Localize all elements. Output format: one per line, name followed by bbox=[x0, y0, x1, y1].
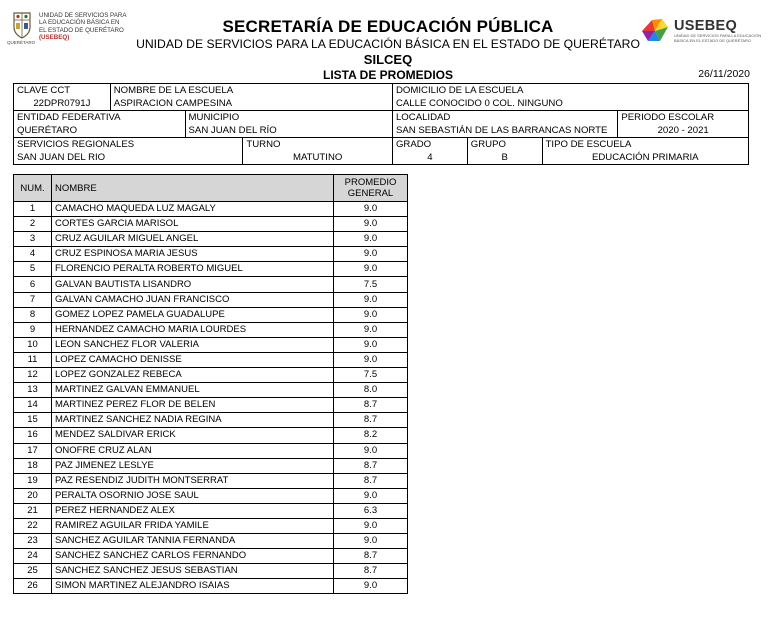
student-number: 22 bbox=[14, 518, 52, 533]
name-column-header: NOMBRE bbox=[52, 175, 334, 202]
table-row bbox=[14, 443, 408, 458]
usebeq-colorful-logo-icon bbox=[640, 17, 670, 43]
municipality-label: MUNICIPIO bbox=[188, 112, 240, 123]
group-label: GRUPO bbox=[470, 139, 506, 150]
student-name: SANCHEZ AGUILAR TANNIA FERNANDA bbox=[52, 534, 334, 549]
table-row bbox=[14, 413, 408, 428]
group-value: B bbox=[501, 152, 508, 163]
student-name: LEON SANCHEZ FLOR VALERIA bbox=[52, 337, 334, 352]
student-number: 16 bbox=[14, 428, 52, 443]
num-column-header: NUM. bbox=[14, 175, 52, 202]
brand-name: USEBEQ bbox=[674, 18, 738, 34]
student-number: 14 bbox=[14, 398, 52, 413]
municipality-cell bbox=[185, 111, 392, 137]
student-name: MARTINEZ SANCHEZ NADIA REGINA bbox=[52, 413, 334, 428]
table-row bbox=[14, 247, 408, 262]
emblem-caption: QUERÉTARO bbox=[7, 40, 36, 45]
locality-label: LOCALIDAD bbox=[395, 112, 451, 123]
student-average: 8.0 bbox=[334, 383, 408, 398]
student-average: 8.7 bbox=[334, 564, 408, 579]
info-row bbox=[14, 137, 748, 164]
table-row bbox=[14, 352, 408, 367]
state-label: ENTIDAD FEDERATIVA bbox=[17, 112, 121, 123]
student-name: GALVAN BAUTISTA LISANDRO bbox=[52, 277, 334, 292]
student-name: MARTINEZ PEREZ FLOR DE BELEN bbox=[52, 398, 334, 413]
grade-cell bbox=[392, 138, 467, 164]
student-number: 8 bbox=[14, 307, 52, 322]
table-row bbox=[14, 428, 408, 443]
table-row bbox=[14, 549, 408, 564]
school-name-label: NOMBRE DE LA ESCUELA bbox=[113, 85, 234, 96]
student-average: 9.0 bbox=[334, 337, 408, 352]
student-name: HERNANDEZ CAMACHO MARIA LOURDES bbox=[52, 322, 334, 337]
org-line: UNIDAD DE SERVICIOS PARA bbox=[39, 12, 127, 19]
table-row bbox=[14, 337, 408, 352]
student-number: 23 bbox=[14, 534, 52, 549]
student-number: 3 bbox=[14, 232, 52, 247]
student-name: GOMEZ LOPEZ PAMELA GUADALUPE bbox=[52, 307, 334, 322]
shift-cell bbox=[242, 138, 392, 164]
report-date: 26/11/2020 bbox=[698, 68, 750, 80]
regional-services-value: SAN JUAN DEL RIO bbox=[17, 152, 106, 163]
grades-table-body bbox=[14, 202, 408, 594]
student-name: CORTES GARCIA MARISOL bbox=[52, 217, 334, 232]
address-label: DOMICILIO DE LA ESCUELA bbox=[395, 85, 524, 96]
table-row bbox=[14, 368, 408, 383]
student-average: 9.0 bbox=[334, 247, 408, 262]
table-row bbox=[14, 262, 408, 277]
school-type-cell bbox=[542, 138, 748, 164]
document-subtitle: UNIDAD DE SERVICIOS PARA LA EDUCACIÓN BÁSICA EN EL ESTADO DE QUERÉTARO bbox=[136, 37, 640, 51]
school-type-value: EDUCACIÓN PRIMARIA bbox=[591, 152, 699, 163]
student-number: 20 bbox=[14, 488, 52, 503]
school-name-value: ASPIRACION CAMPESINA bbox=[113, 98, 233, 109]
system-name: SILCEQ bbox=[363, 52, 413, 67]
state-cell bbox=[14, 111, 185, 137]
student-number: 11 bbox=[14, 352, 52, 367]
table-row bbox=[14, 202, 408, 217]
student-average: 8.7 bbox=[334, 473, 408, 488]
regional-services-label: SERVICIOS REGIONALES bbox=[17, 139, 135, 150]
table-row bbox=[14, 232, 408, 247]
student-name: GALVAN CAMACHO JUAN FRANCISCO bbox=[52, 292, 334, 307]
student-average: 7.5 bbox=[334, 368, 408, 383]
student-name: PAZ JIMENEZ LESLYE bbox=[52, 458, 334, 473]
school-period-value: 2020 - 2021 bbox=[657, 125, 709, 136]
student-name: CRUZ AGUILAR MIGUEL ANGEL bbox=[52, 232, 334, 247]
student-number: 13 bbox=[14, 383, 52, 398]
student-name: ONOFRE CRUZ ALAN bbox=[52, 443, 334, 458]
list-title: LISTA DE PROMEDIOS bbox=[322, 68, 453, 82]
student-average: 9.0 bbox=[334, 292, 408, 307]
school-period-cell bbox=[617, 111, 748, 137]
locality-value: SAN SEBASTIÁN DE LAS BARRANCAS NORTE bbox=[395, 125, 608, 136]
grades-table bbox=[13, 174, 408, 594]
school-type-label: TIPO DE ESCUELA bbox=[545, 139, 632, 150]
state-value: QUERÉTARO bbox=[17, 125, 78, 136]
student-number: 17 bbox=[14, 443, 52, 458]
student-number: 15 bbox=[14, 413, 52, 428]
table-row bbox=[14, 458, 408, 473]
table-row bbox=[14, 518, 408, 533]
student-name: MENDEZ SALDIVAR ERICK bbox=[52, 428, 334, 443]
student-average: 9.0 bbox=[334, 322, 408, 337]
student-average: 9.0 bbox=[334, 518, 408, 533]
student-number: 24 bbox=[14, 549, 52, 564]
clave-cct-value: 22DPR0791J bbox=[33, 98, 91, 109]
table-row bbox=[14, 307, 408, 322]
average-header-line: GENERAL bbox=[347, 188, 394, 199]
student-average: 9.0 bbox=[334, 443, 408, 458]
table-row bbox=[14, 473, 408, 488]
table-row bbox=[14, 503, 408, 518]
average-header-line: PROMEDIO bbox=[344, 177, 397, 188]
student-number: 19 bbox=[14, 473, 52, 488]
student-number: 5 bbox=[14, 262, 52, 277]
average-column-header bbox=[334, 175, 408, 202]
shift-label: TURNO bbox=[246, 139, 281, 150]
student-name: PERALTA OSORNIO JOSE SAUL bbox=[52, 488, 334, 503]
student-name: CAMACHO MAQUEDA LUZ MAGALY bbox=[52, 202, 334, 217]
address-cell bbox=[392, 84, 748, 110]
document-title: SECRETARÍA DE EDUCACIÓN PÚBLICA bbox=[222, 17, 554, 36]
student-average: 9.0 bbox=[334, 307, 408, 322]
student-name: MARTINEZ GALVAN EMMANUEL bbox=[52, 383, 334, 398]
student-average: 9.0 bbox=[334, 488, 408, 503]
student-average: 8.7 bbox=[334, 413, 408, 428]
school-period-label: PERIODO ESCOLAR bbox=[621, 112, 715, 123]
student-name: LOPEZ CAMACHO DENISSE bbox=[52, 352, 334, 367]
clave-cct-cell bbox=[14, 84, 110, 110]
table-row bbox=[14, 322, 408, 337]
student-name: LOPEZ GONZALEZ REBECA bbox=[52, 368, 334, 383]
group-cell bbox=[467, 138, 542, 164]
table-row bbox=[14, 277, 408, 292]
table-row bbox=[14, 292, 408, 307]
grade-label: GRADO bbox=[395, 139, 432, 150]
student-number: 10 bbox=[14, 337, 52, 352]
org-abbreviation: (USEBEQ) bbox=[39, 34, 70, 42]
grade-value: 4 bbox=[427, 152, 433, 163]
student-average: 9.0 bbox=[334, 534, 408, 549]
student-name: PEREZ HERNANDEZ ALEX bbox=[52, 503, 334, 518]
student-name: RAMIREZ AGUILAR FRIDA YAMILE bbox=[52, 518, 334, 533]
table-row bbox=[14, 398, 408, 413]
student-name: PAZ RESENDIZ JUDITH MONTSERRAT bbox=[52, 473, 334, 488]
student-average: 6.3 bbox=[334, 503, 408, 518]
student-number: 9 bbox=[14, 322, 52, 337]
student-name: FLORENCIO PERALTA ROBERTO MIGUEL bbox=[52, 262, 334, 277]
student-number: 18 bbox=[14, 458, 52, 473]
student-number: 25 bbox=[14, 564, 52, 579]
info-row bbox=[14, 110, 748, 137]
student-average: 8.7 bbox=[334, 458, 408, 473]
student-number: 12 bbox=[14, 368, 52, 383]
student-average: 9.0 bbox=[334, 232, 408, 247]
student-average: 8.2 bbox=[334, 428, 408, 443]
table-header-row bbox=[14, 175, 408, 202]
address-value: CALLE CONOCIDO 0 COL. NINGUNO bbox=[395, 98, 563, 109]
info-row bbox=[14, 84, 748, 110]
student-number: 26 bbox=[14, 579, 52, 594]
student-name: SANCHEZ SANCHEZ JESUS SEBASTIAN bbox=[52, 564, 334, 579]
shift-value: MATUTINO bbox=[292, 152, 343, 163]
municipality-value: SAN JUAN DEL RÍO bbox=[188, 125, 277, 136]
regional-services-cell bbox=[14, 138, 242, 164]
table-row bbox=[14, 579, 408, 594]
brand-sub-line: BÁSICA EN EL ESTADO DE QUERÉTARO bbox=[674, 37, 752, 43]
student-number: 1 bbox=[14, 202, 52, 217]
student-number: 6 bbox=[14, 277, 52, 292]
brand-sub-line: UNIDAD DE SERVICIOS PARA LA EDUCACIÓN bbox=[674, 33, 762, 38]
student-number: 21 bbox=[14, 503, 52, 518]
student-name: SIMON MARTINEZ ALEJANDRO ISAIAS bbox=[52, 579, 334, 594]
student-name: CRUZ ESPINOSA MARIA JESUS bbox=[52, 247, 334, 262]
org-line: EL ESTADO DE QUERÉTARO bbox=[39, 26, 124, 34]
locality-cell bbox=[392, 111, 617, 137]
clave-cct-label: CLAVE CCT bbox=[17, 85, 71, 96]
student-average: 9.0 bbox=[334, 262, 408, 277]
student-number: 7 bbox=[14, 292, 52, 307]
table-row bbox=[14, 488, 408, 503]
student-average: 9.0 bbox=[334, 579, 408, 594]
brand-subtitle bbox=[674, 34, 761, 44]
school-name-cell bbox=[110, 84, 392, 110]
student-name: SANCHEZ SANCHEZ CARLOS FERNANDO bbox=[52, 549, 334, 564]
table-row bbox=[14, 383, 408, 398]
student-average: 9.0 bbox=[334, 352, 408, 367]
table-row bbox=[14, 534, 408, 549]
student-average: 9.0 bbox=[334, 217, 408, 232]
student-average: 9.0 bbox=[334, 202, 408, 217]
student-average: 8.7 bbox=[334, 549, 408, 564]
student-average: 8.7 bbox=[334, 398, 408, 413]
student-number: 2 bbox=[14, 217, 52, 232]
student-number: 4 bbox=[14, 247, 52, 262]
student-average: 7.5 bbox=[334, 277, 408, 292]
school-info-grid bbox=[13, 83, 749, 165]
table-row bbox=[14, 564, 408, 579]
org-line: LA EDUCACIÓN BÁSICA EN bbox=[39, 19, 120, 27]
table-row bbox=[14, 217, 408, 232]
